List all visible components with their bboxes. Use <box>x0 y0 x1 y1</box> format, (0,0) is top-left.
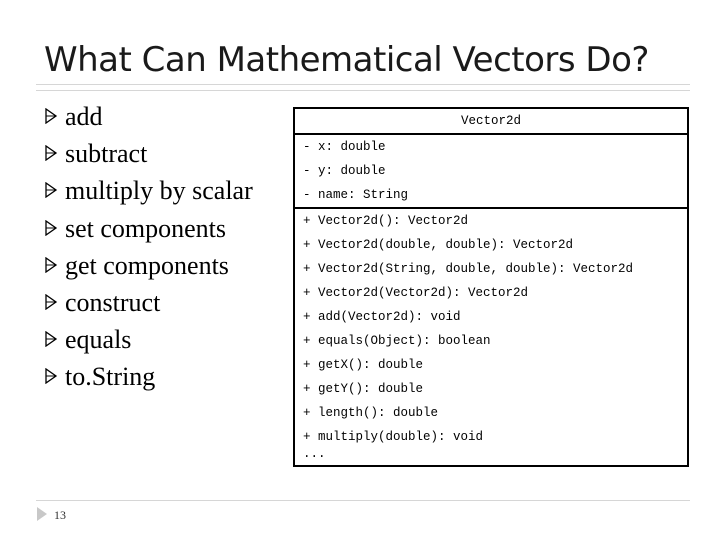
uml-method: + Vector2d(String, double, double): Vector2d <box>303 262 634 276</box>
bullet-arrow-icon <box>44 220 58 236</box>
bullet-text: multiply by scalar <box>65 176 253 206</box>
bullet-text: add <box>65 102 103 131</box>
slide-title: What Can Mathematical Vectors Do? <box>44 40 649 80</box>
uml-class-diagram <box>293 107 689 467</box>
uml-method: + multiply(double): void <box>303 430 484 444</box>
uml-method: + add(Vector2d): void <box>303 310 461 324</box>
bullet-arrow-icon <box>44 145 58 161</box>
title-rule-secondary <box>36 90 690 91</box>
uml-method: + getY(): double <box>303 382 424 396</box>
uml-methods <box>295 209 687 467</box>
title-rule <box>36 84 690 85</box>
bullet-text: set components <box>65 213 227 243</box>
bullet-arrow-icon <box>44 368 58 384</box>
bullet-arrow-icon <box>44 331 58 347</box>
uml-attribute: - y: double <box>303 164 386 178</box>
uml-method: + Vector2d(): Vector2d <box>303 214 469 228</box>
uml-attributes <box>295 135 687 209</box>
footer-rule <box>36 500 690 501</box>
uml-method: + equals(Object): boolean <box>303 334 491 348</box>
uml-method: + getX(): double <box>303 358 424 372</box>
slide-number-arrow-icon <box>36 506 48 522</box>
bullet-arrow-icon <box>44 108 58 124</box>
uml-class-name: Vector2d <box>295 109 687 135</box>
slide-number: 13 <box>54 508 66 522</box>
uml-method: + Vector2d(double, double): Vector2d <box>303 238 574 252</box>
uml-attribute: - x: double <box>303 140 386 154</box>
uml-method: + Vector2d(Vector2d): Vector2d <box>303 286 529 300</box>
bullet-arrow-icon <box>44 257 58 273</box>
bullet-text: to.String <box>65 362 156 392</box>
bullet-text: get components <box>65 250 229 280</box>
bullet-text: equals <box>65 325 132 355</box>
uml-method: + length(): double <box>303 406 439 420</box>
bullet-arrow-icon <box>44 182 58 198</box>
uml-attribute: - name: String <box>303 188 409 202</box>
bullet-text: subtract <box>65 139 148 169</box>
bullet-text: construct <box>65 287 161 317</box>
bullet-arrow-icon <box>44 294 58 310</box>
uml-ellipsis: ... <box>303 447 326 461</box>
